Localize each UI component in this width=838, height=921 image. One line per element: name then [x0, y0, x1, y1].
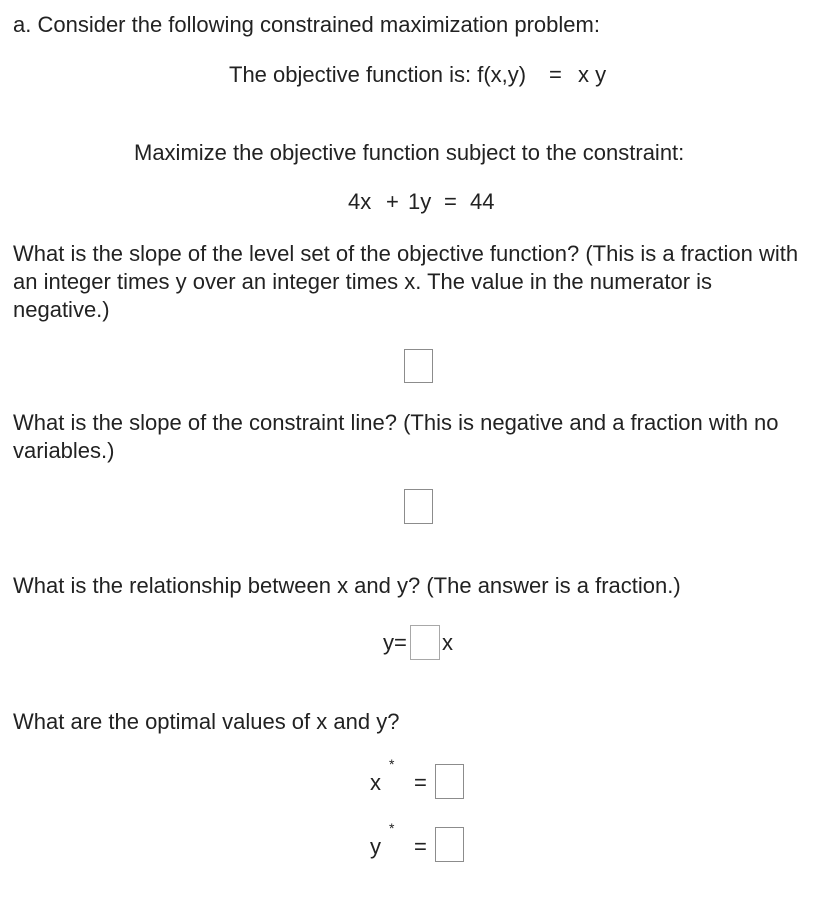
constraint-rhs: 44 — [470, 189, 495, 214]
x-star-label: x — [370, 770, 381, 795]
relationship-prefix: y= — [383, 630, 407, 655]
problem-heading: a. Consider the following constrained maximization problem: — [13, 12, 600, 37]
constraint-term-y: 1y — [408, 189, 432, 214]
y-star-equals: = — [414, 834, 427, 859]
y-star-asterisk: * — [389, 820, 395, 836]
constraint-equals: = — [444, 189, 457, 214]
y-star-label: y — [370, 834, 381, 859]
question-constraint-slope: What is the slope of the constraint line? (This is negative and a fraction with no variables.) — [13, 410, 779, 463]
objective-expression: x y — [578, 62, 607, 87]
question-level-set-slope: What is the slope of the level set of the objective function? (This is a fraction with an integer times y over an integer times x. The value in the numerator is negative.) — [13, 241, 799, 322]
question-xy-relationship: What is the relationship between x and y? (The answer is a fraction.) — [13, 573, 681, 598]
x-star-asterisk: * — [389, 756, 395, 772]
objective-equals: = — [549, 62, 562, 87]
constraint-plus: + — [386, 189, 399, 214]
objective-label: The objective function is: f(x,y) — [229, 62, 527, 87]
constraint-term-x: 4x — [348, 189, 372, 214]
constraint-intro: Maximize the objective function subject to the constraint: — [134, 140, 685, 165]
x-star-equals: = — [414, 770, 427, 795]
level-set-slope-answer-input[interactable] — [404, 349, 433, 383]
relationship-answer-input[interactable] — [410, 625, 440, 660]
y-star-answer-input[interactable] — [435, 827, 464, 862]
constraint-slope-answer-input[interactable] — [404, 489, 433, 524]
relationship-suffix: x — [442, 630, 453, 655]
question-optimal-values: What are the optimal values of x and y? — [13, 709, 400, 734]
x-star-answer-input[interactable] — [435, 764, 464, 799]
